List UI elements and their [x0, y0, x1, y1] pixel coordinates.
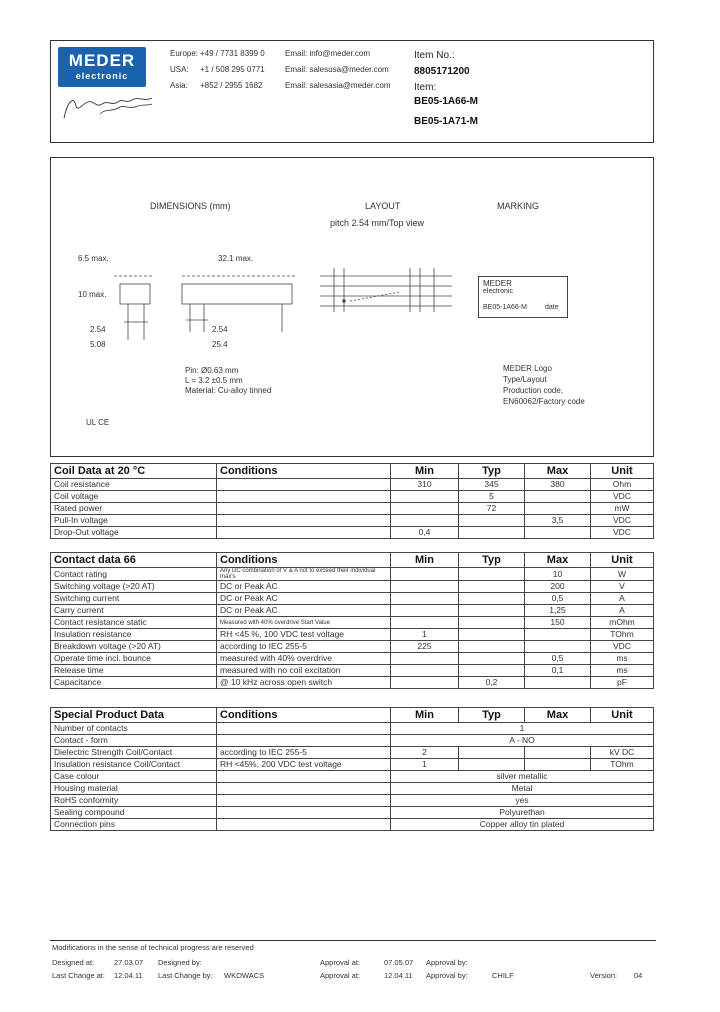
header-cell: Unit: [591, 464, 654, 479]
value-cell: Polyurethan: [391, 807, 654, 819]
cond-cell: [217, 819, 391, 831]
dim-pitch-a: 2.54: [90, 325, 106, 334]
table-row: [51, 677, 654, 689]
table-row: [51, 641, 654, 653]
contact-asia-phone: +852 / 2955 1682: [200, 81, 263, 90]
header-cell: Unit: [591, 553, 654, 568]
min-cell: [391, 593, 459, 605]
param-cell: Sealing compound: [51, 807, 217, 819]
unit-cell: VDC: [591, 491, 654, 503]
table-row: [51, 617, 654, 629]
unit-cell: mW: [591, 503, 654, 515]
unit-cell: ms: [591, 653, 654, 665]
dim-length: 32.1 max.: [218, 254, 254, 263]
table-row: [51, 629, 654, 641]
dim-pitch-b: 5.08: [90, 340, 106, 349]
param-cell: Switching voltage (>20 AT): [51, 581, 217, 593]
last-change-by-label: Last Change by:: [158, 971, 213, 980]
header-cell: Conditions: [217, 464, 391, 479]
max-cell: 0,5: [525, 653, 591, 665]
item-no-label: Item No.:: [414, 50, 455, 61]
table-row: [51, 665, 654, 677]
typ-cell: [459, 527, 525, 539]
marking-brand: MEDER: [483, 279, 512, 288]
cond-cell: according to IEC 255-5: [217, 747, 391, 759]
cond-cell: DC or Peak AC: [217, 593, 391, 605]
approval-at-label: Approval at:: [320, 958, 361, 967]
unit-cell: W: [591, 568, 654, 581]
min-cell: [391, 491, 459, 503]
header-cell: Min: [391, 464, 459, 479]
marking-date: date: [545, 304, 559, 311]
table-row: [51, 723, 654, 735]
unit-cell: VDC: [591, 515, 654, 527]
cond-cell: [217, 795, 391, 807]
pin-material: Material: Cu-alloy tinned: [185, 386, 272, 395]
last-change-at-label: Last Change at:: [52, 971, 105, 980]
min-cell: 0,4: [391, 527, 459, 539]
cond-cell: [217, 807, 391, 819]
typ-cell: [459, 665, 525, 677]
param-cell: Dielectric Strength Coil/Contact: [51, 747, 217, 759]
max-cell: 200: [525, 581, 591, 593]
header-cell: Typ: [459, 553, 525, 568]
dim-width: 6.5 max.: [78, 254, 109, 263]
header-cell: Max: [525, 708, 591, 723]
contact-usa-region: USA:: [170, 65, 189, 74]
approval-at-2-value: 12.04.11: [384, 971, 413, 980]
min-cell: [391, 515, 459, 527]
min-cell: 1: [391, 629, 459, 641]
item-no-value: 8805171200: [414, 66, 470, 77]
param-cell: Contact rating: [51, 568, 217, 581]
cond-cell: [217, 491, 391, 503]
max-cell: [525, 503, 591, 515]
version-label: Version:: [590, 971, 618, 980]
pin-diameter: Pin: Ø0.63 mm: [185, 366, 239, 375]
typ-cell: [459, 653, 525, 665]
layout-title: LAYOUT: [365, 201, 401, 211]
min-cell: [391, 605, 459, 617]
param-cell: Housing material: [51, 783, 217, 795]
min-cell: [391, 665, 459, 677]
param-cell: Contact - form: [51, 735, 217, 747]
table-row: [51, 527, 654, 539]
param-cell: Case colour: [51, 771, 217, 783]
cond-cell: [217, 479, 391, 491]
unit-cell: A: [591, 605, 654, 617]
contact-asia-region: Asia:: [170, 81, 188, 90]
param-cell: Switching current: [51, 593, 217, 605]
marking-title: MARKING: [497, 201, 540, 211]
marking-type: BE05-1A66-M: [483, 304, 527, 311]
dimension-drawing: [100, 262, 300, 348]
coil-data-table: [50, 463, 654, 539]
unit-cell: TOhm: [591, 629, 654, 641]
value-cell: silver metallic: [391, 771, 654, 783]
table-header-row: [51, 553, 654, 568]
unit-cell: mOhm: [591, 617, 654, 629]
typ-cell: [459, 747, 525, 759]
item-value-1: BE05-1A66-M: [414, 96, 478, 107]
header-cell: Coil Data at 20 °C: [51, 464, 217, 479]
max-cell: [525, 629, 591, 641]
param-cell: Release time: [51, 665, 217, 677]
param-cell: Contact resistance static: [51, 617, 217, 629]
param-cell: Insulation resistance: [51, 629, 217, 641]
item-value-2: BE05-1A71-M: [414, 116, 478, 127]
typ-cell: [459, 605, 525, 617]
typ-cell: [459, 568, 525, 581]
typ-cell: [459, 581, 525, 593]
max-cell: [525, 759, 591, 771]
cond-cell: @ 10 kHz across open switch: [217, 677, 391, 689]
table-header-row: [51, 464, 654, 479]
unit-cell: ms: [591, 665, 654, 677]
contact-europe-region: Europe:: [170, 49, 199, 58]
cond-cell: [217, 515, 391, 527]
designed-at-label: Designed at:: [52, 958, 95, 967]
dim-height: 10 max.: [78, 290, 107, 299]
param-cell: Pull-In voltage: [51, 515, 217, 527]
typ-cell: [459, 617, 525, 629]
layout-drawing: [320, 268, 452, 312]
header-cell: Special Product Data: [51, 708, 217, 723]
table-row: [51, 503, 654, 515]
header-cell: Typ: [459, 464, 525, 479]
min-cell: 2: [391, 747, 459, 759]
param-cell: Breakdown voltage (>20 AT): [51, 641, 217, 653]
param-cell: Capacitance: [51, 677, 217, 689]
marking-legend-4: EN60062/Factory code: [503, 397, 585, 406]
max-cell: [525, 747, 591, 759]
designed-by-label: Designed by:: [158, 958, 202, 967]
max-cell: 380: [525, 479, 591, 491]
cond-cell: Measured with 40% overdrive Start Value: [217, 617, 391, 629]
signature: [60, 92, 155, 124]
table-row: [51, 605, 654, 617]
typ-cell: 345: [459, 479, 525, 491]
logo-text: MEDER: [68, 51, 136, 70]
max-cell: [525, 491, 591, 503]
table-header-row: [51, 708, 654, 723]
contact-europe-phone: +49 / 7731 8399 0: [200, 49, 265, 58]
meder-logo: [58, 47, 146, 87]
typ-cell: 0,2: [459, 677, 525, 689]
max-cell: 3,5: [525, 515, 591, 527]
unit-cell: VDC: [591, 641, 654, 653]
min-cell: [391, 677, 459, 689]
value-cell: yes: [391, 795, 654, 807]
typ-cell: [459, 515, 525, 527]
typ-cell: [459, 593, 525, 605]
last-change-at-value: 12.04.11: [114, 971, 143, 980]
min-cell: [391, 503, 459, 515]
marking-legend-3: Production code,: [503, 386, 564, 395]
value-cell: Copper alloy tin plated: [391, 819, 654, 831]
footer-note: Modifications in the sense of technical progress are reserved: [52, 943, 254, 952]
cond-cell: [217, 735, 391, 747]
min-cell: [391, 653, 459, 665]
unit-cell: V: [591, 581, 654, 593]
marking-legend-1: MEDER Logo: [503, 364, 552, 373]
table-row: [51, 491, 654, 503]
designed-at-value: 27.03.07: [114, 958, 144, 967]
unit-cell: VDC: [591, 527, 654, 539]
approval-by-2-label: Approval by:: [426, 971, 468, 980]
approval-by-2-value: CHILF: [492, 971, 514, 980]
param-cell: Number of contacts: [51, 723, 217, 735]
cond-cell: measured with 40% overdrive: [217, 653, 391, 665]
dim-pin-span: 25.4: [212, 340, 228, 349]
param-cell: Carry current: [51, 605, 217, 617]
marking-box: [478, 276, 568, 318]
cond-cell: [217, 527, 391, 539]
param-cell: Coil voltage: [51, 491, 217, 503]
max-cell: 1,25: [525, 605, 591, 617]
header-cell: Conditions: [217, 553, 391, 568]
table-row: [51, 747, 654, 759]
cond-cell: Any DC combination of V & A not to exceed their individual max's: [217, 568, 391, 581]
param-cell: Operate time incl. bounce: [51, 653, 217, 665]
header-cell: Conditions: [217, 708, 391, 723]
header-cell: Min: [391, 553, 459, 568]
typ-cell: 72: [459, 503, 525, 515]
header-cell: Typ: [459, 708, 525, 723]
contact-europe-email[interactable]: Email: info@meder.com: [285, 49, 371, 58]
max-cell: 0,5: [525, 593, 591, 605]
cond-cell: according to IEC 255-5: [217, 641, 391, 653]
unit-cell: A: [591, 593, 654, 605]
approval-at-2-label: Approval at:: [320, 971, 361, 980]
table-row: [51, 771, 654, 783]
table-row: [51, 783, 654, 795]
table-row: [51, 807, 654, 819]
unit-cell: Ohm: [591, 479, 654, 491]
max-cell: 10: [525, 568, 591, 581]
item-label: Item:: [414, 82, 437, 93]
table-row: [51, 819, 654, 831]
header-cell: Max: [525, 553, 591, 568]
contact-asia-email[interactable]: Email: salesasia@meder.com: [285, 81, 391, 90]
header-cell: Unit: [591, 708, 654, 723]
marking-brand-sub: electronic: [483, 288, 513, 295]
table-row: [51, 479, 654, 491]
typ-cell: [459, 629, 525, 641]
cond-cell: [217, 503, 391, 515]
contact-data-table: [50, 552, 654, 689]
max-cell: [525, 641, 591, 653]
unit-cell: TOhm: [591, 759, 654, 771]
typ-cell: [459, 759, 525, 771]
param-cell: Rated power: [51, 503, 217, 515]
version-value: 04: [634, 971, 643, 980]
dimensions-title: DIMENSIONS (mm): [150, 201, 231, 211]
certification-marks: UL CE: [86, 418, 110, 427]
value-cell: Metal: [391, 783, 654, 795]
table-row: [51, 581, 654, 593]
min-cell: [391, 581, 459, 593]
special-product-table: [50, 707, 654, 831]
max-cell: [525, 677, 591, 689]
footer-divider: [50, 940, 656, 941]
unit-cell: pF: [591, 677, 654, 689]
header-cell: Max: [525, 464, 591, 479]
param-cell: Drop-Out voltage: [51, 527, 217, 539]
logo-subtext: electronic: [75, 71, 129, 81]
min-cell: 225: [391, 641, 459, 653]
header-cell: Min: [391, 708, 459, 723]
min-cell: [391, 617, 459, 629]
layout-subtitle: pitch 2.54 mm/Top view: [330, 218, 425, 228]
param-cell: Coil resistance: [51, 479, 217, 491]
typ-cell: 5: [459, 491, 525, 503]
pin-length: L = 3.2 ±0.5 mm: [185, 376, 243, 385]
typ-cell: [459, 641, 525, 653]
cond-cell: [217, 723, 391, 735]
min-cell: [391, 568, 459, 581]
marking-legend-2: Type/Layout: [503, 375, 547, 384]
param-cell: RoHS conformity: [51, 795, 217, 807]
min-cell: 310: [391, 479, 459, 491]
approval-at-value: 07.05.07: [384, 958, 414, 967]
cond-cell: measured with no coil excitation: [217, 665, 391, 677]
last-change-by-value: WKOWACS: [224, 971, 265, 980]
param-cell: Connection pins: [51, 819, 217, 831]
approval-by-label: Approval by:: [426, 958, 468, 967]
min-cell: 1: [391, 759, 459, 771]
header-cell: Contact data 66: [51, 553, 217, 568]
value-cell: A - NO: [391, 735, 654, 747]
cond-cell: RH <45 %, 100 VDC test voltage: [217, 629, 391, 641]
table-row: [51, 568, 654, 581]
cond-cell: [217, 771, 391, 783]
max-cell: [525, 527, 591, 539]
table-row: [51, 653, 654, 665]
table-row: [51, 795, 654, 807]
max-cell: 150: [525, 617, 591, 629]
contact-usa-email[interactable]: Email: salesusa@meder.com: [285, 65, 389, 74]
table-row: [51, 515, 654, 527]
unit-cell: kV DC: [591, 747, 654, 759]
cond-cell: DC or Peak AC: [217, 581, 391, 593]
value-cell: 1: [391, 723, 654, 735]
cond-cell: [217, 783, 391, 795]
max-cell: 0,1: [525, 665, 591, 677]
cond-cell: DC or Peak AC: [217, 605, 391, 617]
table-row: [51, 735, 654, 747]
dim-pitch-c: 2.54: [212, 325, 228, 334]
cond-cell: RH <45%, 200 VDC test voltage: [217, 759, 391, 771]
param-cell: Insulation resistance Coil/Contact: [51, 759, 217, 771]
contact-usa-phone: +1 / 508 295 0771: [200, 65, 265, 74]
table-row: [51, 593, 654, 605]
table-row: [51, 759, 654, 771]
